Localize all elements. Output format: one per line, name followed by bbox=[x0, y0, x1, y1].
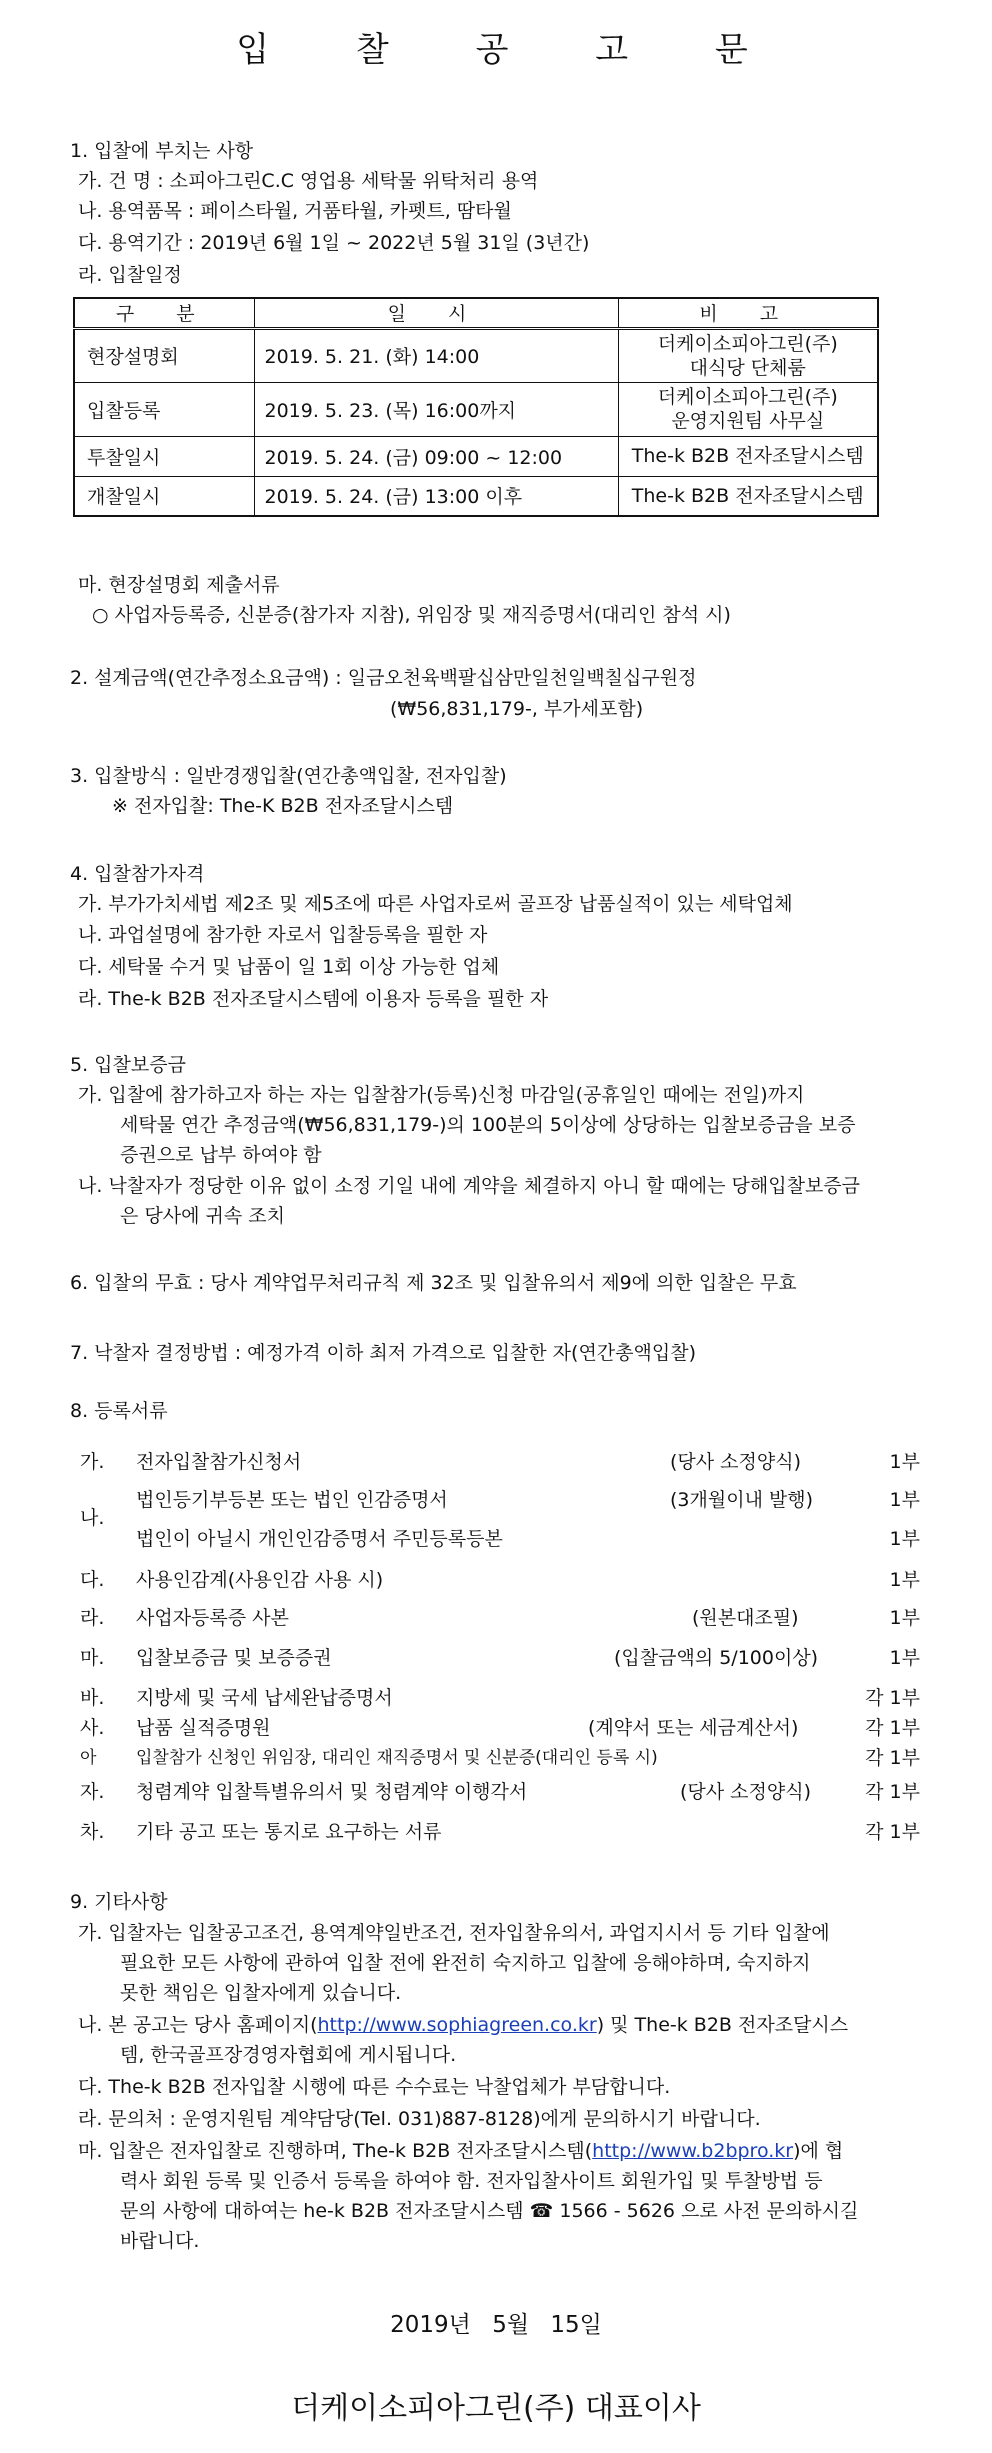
service-period: 다. 용역기간 : 2019년 6월 1일 ~ 2022년 5월 31일 (3년간) bbox=[78, 232, 590, 254]
signature: 더케이소피아그린(주) 대표이사 bbox=[291, 2391, 701, 2426]
table-row bbox=[74, 476, 878, 516]
homepage-link[interactable]: http://www.sophiagreen.co.kr bbox=[317, 2014, 597, 2036]
deposit-a-line-1: 가. 입찰에 참가하고자 하는 자는 입찰참가(등록)신청 마감일(공휴일인 때에는 전일)까지 bbox=[78, 1084, 805, 1106]
misc-a-line-3: 못한 책임은 입찰자에게 있습니다. bbox=[120, 1982, 402, 2004]
doc-qty: 1부 bbox=[889, 1528, 920, 1550]
section-8-heading: 8. 등록서류 bbox=[70, 1400, 168, 1422]
remarks-line-2: 대식당 단체룸 bbox=[689, 356, 806, 379]
row-datetime: 2019. 5. 21. (화) 14:00 bbox=[254, 328, 618, 382]
briefing-docs-text: ○ 사업자등록증, 신분증(참가자 지참), 위임장 및 재직증명서(대리인 참석 시) bbox=[92, 604, 731, 626]
misc-e-line-3: 문의 사항에 대하여는 he-k B2B 전자조달시스템 ☎ 1566 - 5626 으로 사전 문의하시길 bbox=[120, 2200, 859, 2222]
row-datetime: 2019. 5. 24. (금) 09:00 ~ 12:00 bbox=[254, 436, 618, 476]
service-items: 나. 용역품목 : 페이스타월, 거품타월, 카펫트, 땀타월 bbox=[78, 200, 512, 222]
list-item bbox=[80, 1743, 920, 1773]
doc-key: 마. bbox=[80, 1647, 105, 1669]
doc-name: 지방세 및 국세 납세완납증명서 bbox=[136, 1687, 393, 1709]
row-remarks: The-k B2B 전자조달시스템 bbox=[618, 436, 878, 476]
doc-qty: 각 1부 bbox=[865, 1687, 920, 1709]
row-category: 투찰일시 bbox=[74, 436, 254, 476]
doc-qty: 1부 bbox=[889, 1569, 920, 1591]
table-row bbox=[74, 382, 878, 436]
doc-name: 사업자등록증 사본 bbox=[136, 1607, 289, 1629]
doc-qty: 각 1부 bbox=[865, 1821, 920, 1843]
section-4-heading: 4. 입찰참가자격 bbox=[70, 863, 205, 885]
remarks-line-2: 운영지원팀 사무실 bbox=[671, 410, 825, 432]
section-3-heading: 3. 입찰방식 : 일반경쟁입찰(연간총액입찰, 전자입찰) bbox=[70, 765, 507, 787]
row-datetime: 2019. 5. 24. (금) 13:00 이후 bbox=[254, 476, 618, 516]
table-row bbox=[74, 436, 878, 476]
doc-key: 가. bbox=[80, 1451, 105, 1473]
remarks-line-1: 더케이소피아그린(주) bbox=[657, 332, 838, 355]
doc-note: (원본대조필) bbox=[692, 1607, 799, 1629]
table-row bbox=[74, 328, 878, 382]
misc-e-line-1 bbox=[78, 2136, 843, 2166]
misc-e-line-2: 력사 회원 등록 및 인증서 등록을 하여야 함. 전자입찰사이트 회원가입 및 투찰방법 등 bbox=[120, 2170, 823, 2192]
doc-note: (계약서 또는 세금계산서) bbox=[588, 1717, 799, 1739]
list-item bbox=[80, 1777, 920, 1807]
row-datetime: 2019. 5. 23. (목) 16:00까지 bbox=[254, 382, 618, 436]
doc-name: 입찰보증금 및 보증증권 bbox=[136, 1647, 332, 1669]
doc-note: (3개월이내 발행) bbox=[670, 1489, 814, 1511]
doc-name: 법인이 아닐시 개인인감증명서 주민등록등본 bbox=[136, 1528, 503, 1550]
header-remarks: 비 고 bbox=[618, 298, 878, 328]
misc-e-suffix: )에 협 bbox=[793, 2140, 844, 2162]
remarks-line-1: 더케이소피아그린(주) bbox=[657, 386, 838, 408]
misc-b-line-1 bbox=[78, 2010, 848, 2040]
doc-key: 아 bbox=[80, 1748, 97, 1768]
list-item bbox=[80, 1817, 920, 1847]
list-item bbox=[80, 1565, 920, 1595]
qualification-item: 나. 과업설명에 참가한 자로서 입찰등록을 필한 자 bbox=[78, 924, 488, 946]
list-item bbox=[80, 1524, 920, 1554]
doc-name: 입찰참가 신청인 위임장, 대리인 재직증명서 및 신분증(대리인 등록 시) bbox=[136, 1748, 658, 1768]
doc-name: 납품 실적증명원 bbox=[136, 1717, 271, 1739]
design-amount: (₩56,831,179-, 부가세포함) bbox=[390, 698, 644, 720]
doc-name: 법인등기부등본 또는 법인 인감증명서 bbox=[136, 1489, 448, 1511]
doc-name: 사용인감계(사용인감 사용 시) bbox=[136, 1569, 384, 1591]
row-remarks bbox=[618, 382, 878, 436]
section-1-heading: 1. 입찰에 부치는 사항 bbox=[70, 140, 254, 162]
doc-qty: 1부 bbox=[889, 1607, 920, 1629]
list-item bbox=[80, 1603, 920, 1633]
section-9-heading: 9. 기타사항 bbox=[70, 1891, 168, 1913]
header-category: 구 분 bbox=[74, 298, 254, 328]
misc-c-line: 다. The-k B2B 전자입찰 시행에 따른 수수료는 낙찰업체가 부담합니다. bbox=[78, 2076, 671, 2098]
e-bid-note: ※ 전자입찰: The-K B2B 전자조달시스템 bbox=[112, 795, 454, 817]
deposit-b-line-1: 나. 낙찰자가 정당한 이유 없이 소정 기일 내에 계약을 체결하지 아니 할 때에는 당해입찰보증금 bbox=[78, 1175, 861, 1197]
misc-e-prefix: 마. 입찰은 전자입찰로 진행하며, The-k B2B 전자조달시스템( bbox=[78, 2140, 593, 2162]
doc-qty: 1부 bbox=[889, 1451, 920, 1473]
misc-d-line: 라. 문의처 : 운영지원팀 계약담당(Tel. 031)887-8128)에게 문의하시기 바랍니다. bbox=[78, 2108, 761, 2130]
row-category: 개찰일시 bbox=[74, 476, 254, 516]
doc-qty: 각 1부 bbox=[865, 1781, 920, 1803]
section-5-heading: 5. 입찰보증금 bbox=[70, 1054, 186, 1076]
schedule-header-row bbox=[74, 298, 878, 328]
doc-name: 청렴계약 입찰특별유의서 및 청렴계약 이행각서 bbox=[136, 1781, 528, 1803]
section-7-heading: 7. 낙찰자 결정방법 : 예정가격 이하 최저 가격으로 입찰한 자(연간총액입찰) bbox=[70, 1342, 696, 1364]
doc-name: 기타 공고 또는 통지로 요구하는 서류 bbox=[136, 1821, 442, 1843]
list-item bbox=[80, 1447, 920, 1477]
deposit-a-line-3: 증권으로 납부 하여야 함 bbox=[120, 1144, 322, 1166]
doc-key: 다. bbox=[80, 1569, 105, 1591]
doc-note: (당사 소정양식) bbox=[680, 1781, 811, 1803]
section-2-heading: 2. 설계금액(연간추정소요금액) : 일금오천육백팔십삼만일천일백칠십구원정 bbox=[70, 667, 697, 689]
deposit-a-line-2: 세탁물 연간 추정금액(₩56,831,179-)의 100분의 5이상에 상당하는 입찰보증금을 보증 bbox=[120, 1114, 856, 1136]
briefing-docs-label: 마. 현장설명회 제출서류 bbox=[78, 574, 280, 596]
doc-key: 바. bbox=[80, 1687, 105, 1709]
doc-note: (당사 소정양식) bbox=[670, 1451, 801, 1473]
doc-key: 나. bbox=[80, 1507, 105, 1529]
header-datetime: 일 시 bbox=[254, 298, 618, 328]
doc-qty: 1부 bbox=[889, 1489, 920, 1511]
list-item bbox=[80, 1713, 920, 1743]
misc-b-suffix: ) 및 The-k B2B 전자조달시스 bbox=[596, 2014, 849, 2036]
misc-b-line-2: 템, 한국골프장경영자협회에 게시됩니다. bbox=[120, 2044, 457, 2066]
qualification-item: 다. 세탁물 수거 및 납품이 일 1회 이상 가능한 업체 bbox=[78, 956, 500, 978]
schedule-label: 라. 입찰일정 bbox=[78, 264, 182, 286]
row-remarks bbox=[618, 328, 878, 382]
misc-a-line-1: 가. 입찰자는 입찰공고조건, 용역계약일반조건, 전자입찰유의서, 과업지시서 등 기타 입찰에 bbox=[78, 1922, 830, 1944]
service-name: 가. 건 명 : 소피아그린C.C 영업용 세탁물 위탁처리 용역 bbox=[78, 170, 539, 192]
doc-qty: 각 1부 bbox=[865, 1747, 920, 1769]
misc-b-prefix: 나. 본 공고는 당사 홈페이지( bbox=[78, 2014, 318, 2036]
doc-name: 전자입찰참가신청서 bbox=[136, 1451, 302, 1473]
qualification-item: 가. 부가가치세법 제2조 및 제5조에 따른 사업자로써 골프장 납품실적이 있는 세탁업체 bbox=[78, 893, 793, 915]
notice-date: 2019년 5월 15일 bbox=[390, 2312, 602, 2338]
b2bpro-link[interactable]: http://www.b2bpro.kr bbox=[592, 2140, 794, 2162]
row-category: 입찰등록 bbox=[74, 382, 254, 436]
deposit-b-line-2: 은 당사에 귀속 조치 bbox=[120, 1205, 285, 1227]
page-title: 입 찰 공 고 문 bbox=[236, 30, 786, 70]
list-item bbox=[80, 1683, 920, 1713]
misc-e-line-4: 바랍니다. bbox=[120, 2230, 200, 2252]
row-remarks: The-k B2B 전자조달시스템 bbox=[618, 476, 878, 516]
section-6-heading: 6. 입찰의 무효 : 당사 계약업무처리규칙 제 32조 및 입찰유의서 제9에 의한 입찰은 무효 bbox=[70, 1272, 797, 1294]
doc-key: 자. bbox=[80, 1781, 105, 1803]
list-item bbox=[80, 1643, 920, 1673]
doc-note: (입찰금액의 5/100이상) bbox=[614, 1647, 819, 1669]
row-category: 현장설명회 bbox=[74, 328, 254, 382]
doc-qty: 1부 bbox=[889, 1647, 920, 1669]
misc-a-line-2: 필요한 모든 사항에 관하여 입찰 전에 완전히 숙지하고 입찰에 응해야하며, 숙지하지 bbox=[120, 1952, 811, 1974]
doc-key: 사. bbox=[80, 1717, 105, 1739]
doc-key: 차. bbox=[80, 1821, 105, 1843]
doc-key: 라. bbox=[80, 1607, 105, 1629]
doc-qty: 각 1부 bbox=[865, 1717, 920, 1739]
schedule-table bbox=[73, 297, 879, 517]
qualification-item: 라. The-k B2B 전자조달시스템에 이용자 등록을 필한 자 bbox=[78, 988, 549, 1010]
